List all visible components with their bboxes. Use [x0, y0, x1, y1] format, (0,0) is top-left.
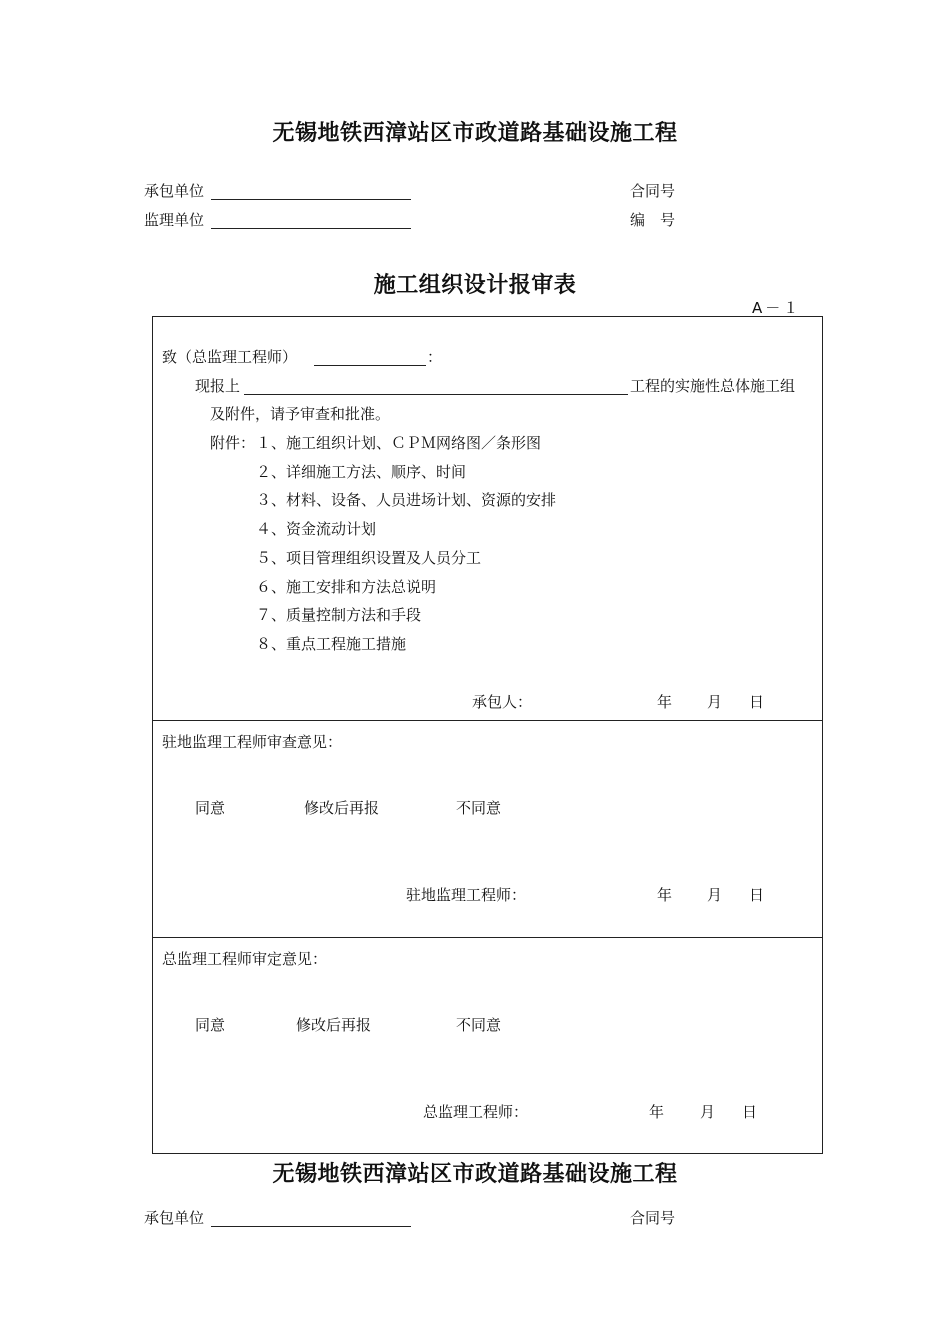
option-revise[interactable]: 修改后再报 [304, 799, 380, 817]
attach-item-2: ２、详细施工方法、顺序、时间 [256, 463, 467, 481]
option-agree[interactable]: 同意 [195, 799, 226, 817]
resident-signer-label: 驻地监理工程师： [406, 886, 527, 904]
submit-prefix: 现报上 [195, 377, 241, 395]
contractor-label-page2: 承包单位 [144, 1209, 205, 1227]
attach-item-6: ６、施工安排和方法总说明 [256, 578, 437, 596]
date-year: 年 [657, 693, 673, 711]
chief-signer-label: 总监理工程师： [423, 1103, 529, 1121]
contractor-field[interactable] [211, 199, 411, 200]
option-agree[interactable]: 同意 [195, 1016, 226, 1034]
project-title-page2: 无锡地铁西漳站区市政道路基础设施工程 [272, 1161, 678, 1187]
attach-item-7: ７、质量控制方法和手段 [256, 606, 422, 624]
chief-review-heading: 总监理工程师审定意见： [162, 950, 328, 968]
contract-no-label-page2: 合同号 [630, 1209, 676, 1227]
to-colon: ： [427, 348, 443, 366]
date-day: 日 [742, 1103, 758, 1121]
option-revise[interactable]: 修改后再报 [296, 1016, 372, 1034]
attach-item-1: １、施工组织计划、ＣＰＭ网络图／条形图 [256, 434, 542, 452]
to-field[interactable] [314, 365, 426, 366]
date-day: 日 [749, 886, 765, 904]
contractor-signer-label: 承包人： [472, 693, 533, 711]
attach-item-3: ３、材料、设备、人员进场计划、资源的安排 [256, 491, 557, 509]
option-disagree[interactable]: 不同意 [456, 1016, 502, 1034]
supervisor-label: 监理单位 [144, 211, 205, 229]
date-month: 月 [707, 693, 723, 711]
attach-item-5: ５、项目管理组织设置及人员分工 [256, 549, 482, 567]
date-month: 月 [700, 1103, 716, 1121]
form-title: 施工组织设计报审表 [373, 272, 577, 298]
attachments-line: 及附件，请予审查和批准。 [210, 405, 391, 423]
resident-review-heading: 驻地监理工程师审查意见： [162, 733, 343, 751]
project-name-field[interactable] [244, 394, 628, 395]
attach-label: 附件： [210, 434, 256, 452]
project-title: 无锡地铁西漳站区市政道路基础设施工程 [272, 120, 678, 146]
contractor-field-page2[interactable] [211, 1226, 411, 1227]
date-year: 年 [657, 886, 673, 904]
date-month: 月 [707, 886, 723, 904]
date-year: 年 [649, 1103, 665, 1121]
serial-no-label: 编 号 [630, 211, 676, 229]
contractor-label: 承包单位 [144, 182, 205, 200]
form-code: A－１ [752, 299, 802, 317]
submit-suffix: 工程的实施性总体施工组 [630, 377, 796, 395]
date-day: 日 [749, 693, 765, 711]
resident-review-section [152, 720, 823, 938]
supervisor-field[interactable] [211, 228, 411, 229]
contract-no-label: 合同号 [630, 182, 676, 200]
option-disagree[interactable]: 不同意 [456, 799, 502, 817]
to-label: 致（总监理工程师） [162, 348, 298, 366]
attach-item-8: ８、重点工程施工措施 [256, 635, 407, 653]
attach-item-4: ４、资金流动计划 [256, 520, 377, 538]
